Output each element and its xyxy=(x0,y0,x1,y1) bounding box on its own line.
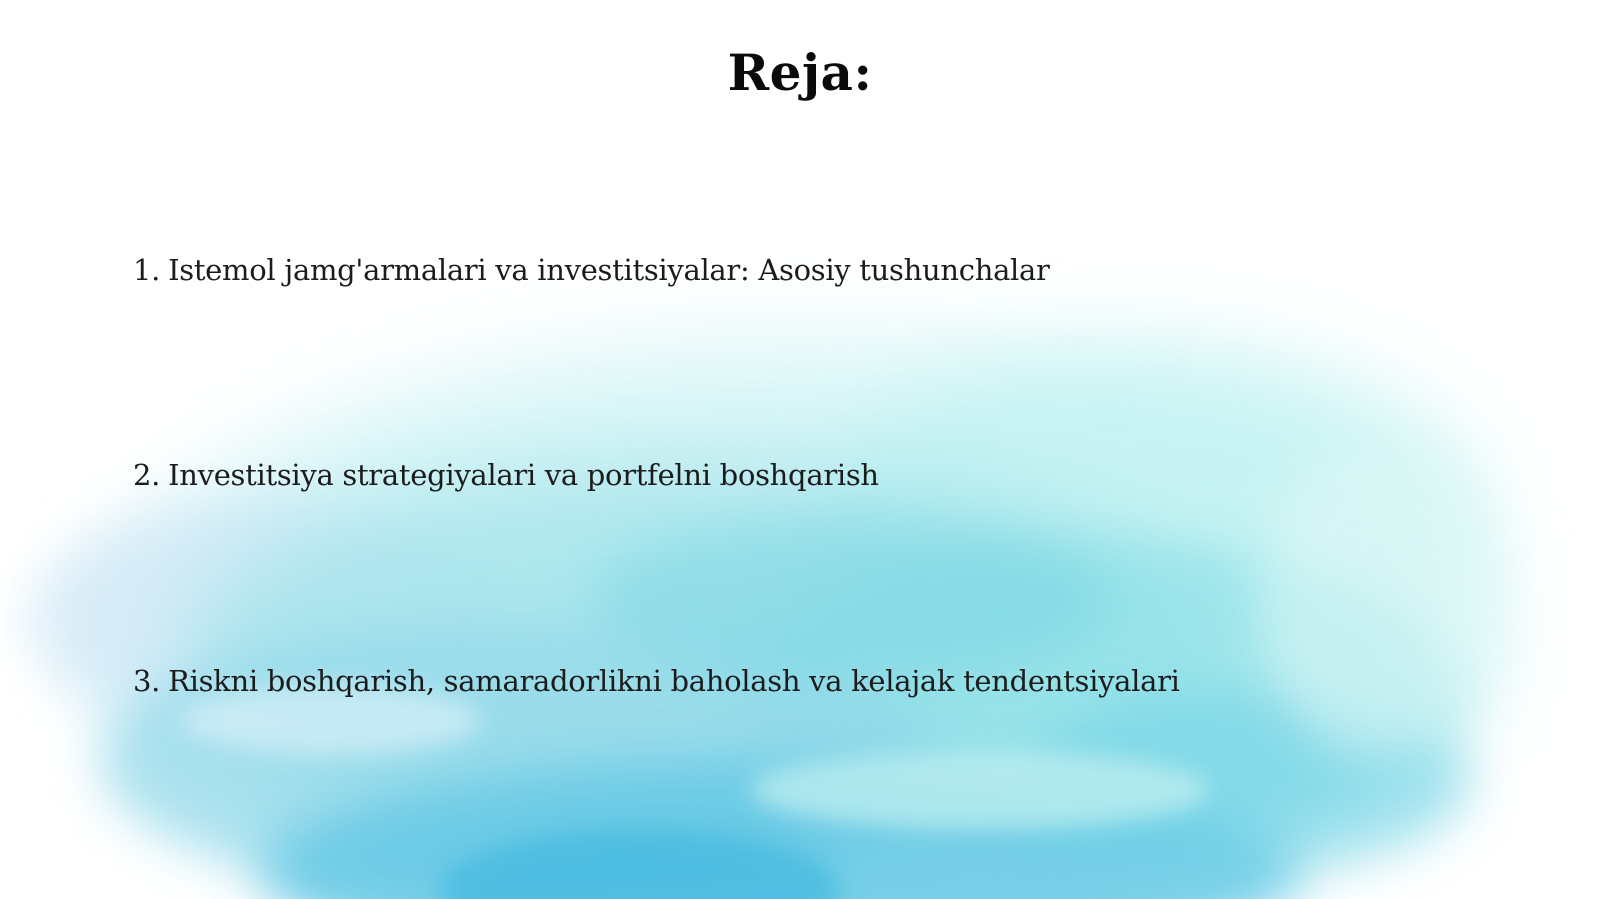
list-item xyxy=(133,661,1180,701)
list-item xyxy=(133,455,879,495)
list-item xyxy=(133,250,1050,290)
list-item-number: 1. xyxy=(133,253,161,287)
list-item-text: Investitsiya strategiyalari va portfelni boshqarish xyxy=(168,458,879,492)
list-item-number: 3. xyxy=(133,664,161,698)
list-item-text: Istemol jamg'armalari va investitsiyalar: Asosiy tushunchalar xyxy=(168,253,1050,287)
list-item-number: 2. xyxy=(133,458,161,492)
list-item-text: Riskni boshqarish, samaradorlikni baholash va kelajak tendentsiyalari xyxy=(168,664,1180,698)
slide-title: Reja: xyxy=(727,43,873,102)
